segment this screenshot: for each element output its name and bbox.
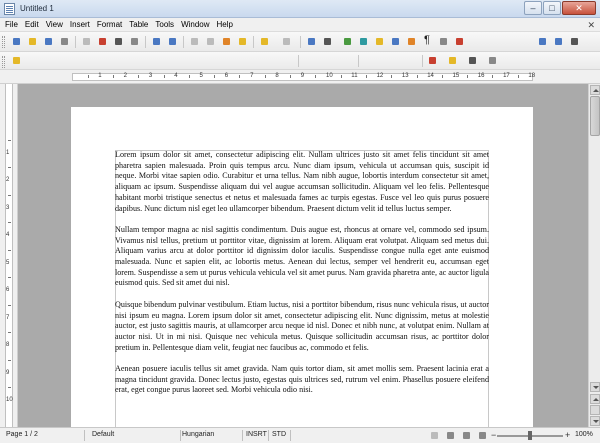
ruler-tick — [138, 75, 139, 78]
ruler-tick — [492, 75, 493, 78]
document-modified-icon — [428, 429, 441, 442]
status-separator — [84, 430, 85, 441]
ruler-tick — [366, 75, 367, 78]
navigator-icon[interactable] — [405, 35, 418, 48]
document-body[interactable] — [115, 150, 489, 407]
status-separator — [290, 430, 291, 441]
scroll-up-button[interactable] — [590, 85, 600, 95]
document-page[interactable] — [71, 107, 533, 427]
ruler-tick — [290, 75, 291, 78]
language-indicator[interactable]: Hungarian — [182, 431, 215, 438]
toolbar-separator — [183, 36, 184, 48]
spellcheck-icon[interactable] — [150, 35, 163, 48]
formatting-marks-icon[interactable] — [421, 35, 434, 48]
styles-formatting-icon[interactable] — [10, 54, 23, 67]
ruler-number: 14 — [427, 73, 434, 79]
print-icon[interactable] — [112, 35, 125, 48]
status-separator — [268, 430, 269, 441]
ruler-tick — [341, 75, 342, 78]
copy-icon[interactable] — [204, 35, 217, 48]
ruler-tick — [8, 277, 11, 278]
ruler-number: 7 — [250, 73, 254, 79]
ruler-tick — [164, 75, 165, 78]
zoom-out-button[interactable]: − — [491, 430, 497, 440]
ruler-tick — [113, 75, 114, 78]
ruler-tick — [8, 305, 11, 306]
ruler-number: 9 — [300, 73, 305, 79]
ruler-tick — [8, 140, 11, 141]
new-document-icon[interactable] — [10, 35, 23, 48]
vertical-scrollbar[interactable] — [588, 84, 600, 427]
redo-icon[interactable] — [280, 35, 293, 48]
zoom-icon[interactable] — [437, 35, 450, 48]
status-bar — [0, 427, 600, 443]
menu-window[interactable]: Window — [181, 20, 210, 29]
ruler-number: 12 — [376, 73, 384, 79]
window-controls — [523, 1, 596, 15]
menu-table[interactable]: Table — [129, 20, 149, 29]
ruler-number: 6 — [224, 73, 229, 79]
ruler-tick — [467, 75, 468, 78]
help-icon[interactable] — [453, 35, 466, 48]
navigation-button[interactable] — [590, 405, 600, 415]
menu-help[interactable]: Help — [216, 20, 233, 29]
menu-insert[interactable]: Insert — [69, 20, 90, 29]
menu-edit[interactable]: Edit — [24, 20, 39, 29]
draw-functions-icon[interactable] — [373, 35, 386, 48]
ruler-tick — [8, 167, 11, 168]
ruler-number: 4 — [6, 232, 10, 238]
single-page-view-icon[interactable] — [444, 429, 457, 442]
menu-format[interactable]: Format — [96, 20, 123, 29]
close-document-icon[interactable]: ✕ — [587, 20, 595, 30]
toolbar-separator — [145, 36, 146, 48]
menu-view[interactable]: View — [45, 20, 63, 29]
minimize-button[interactable]: – — [524, 1, 542, 15]
scroll-down-button[interactable] — [590, 382, 600, 392]
hyperlink-icon[interactable] — [305, 35, 318, 48]
horizontal-ruler[interactable] — [0, 70, 600, 84]
font-color-icon[interactable] — [426, 54, 439, 67]
window-title: Untitled 1 — [20, 4, 54, 13]
ruler-tick — [8, 360, 11, 361]
book-view-icon[interactable] — [476, 429, 489, 442]
menu-tools[interactable]: Tools — [155, 20, 175, 29]
ruler-tick — [8, 195, 11, 196]
ruler-number: 16 — [477, 73, 485, 79]
ruler-tick — [518, 75, 519, 78]
background-color-icon[interactable] — [466, 54, 479, 67]
ruler-number: 8 — [6, 342, 10, 348]
clone-formatting-icon[interactable] — [236, 35, 249, 48]
ruler-number: 2 — [123, 73, 127, 79]
ruler-number: 10 — [326, 73, 333, 79]
ruler-tick — [189, 75, 190, 78]
table-icon[interactable] — [321, 35, 334, 48]
ruler-number: 3 — [148, 73, 153, 79]
ruler-number: 4 — [174, 73, 178, 79]
formatting-toolbar — [0, 52, 600, 70]
insert-mode[interactable]: INSRT — [246, 431, 267, 438]
toolbar-grip[interactable] — [2, 56, 5, 68]
ruler-tick — [8, 332, 11, 333]
ruler-number: 18 — [528, 73, 536, 79]
vertical-ruler[interactable] — [0, 84, 18, 427]
toolbar-grip[interactable] — [2, 36, 5, 48]
menu-bar — [0, 18, 600, 32]
find-previous-icon[interactable] — [536, 35, 549, 48]
ruler-track — [5, 84, 13, 427]
document-workspace — [18, 84, 588, 427]
undo-icon[interactable] — [258, 35, 271, 48]
ruler-number: 7 — [6, 314, 10, 321]
ruler-tick — [214, 75, 215, 78]
ruler-number: 5 — [6, 259, 10, 266]
ruler-tick — [315, 75, 316, 78]
status-separator — [242, 430, 243, 441]
ruler-tick — [391, 75, 392, 78]
writer-app-icon — [4, 3, 15, 15]
ruler-number: 13 — [401, 73, 409, 79]
find-next-icon[interactable] — [552, 35, 565, 48]
ruler-number: 9 — [6, 369, 10, 376]
ruler-number: 15 — [452, 73, 460, 79]
ruler-tick — [239, 75, 240, 78]
multi-page-view-icon[interactable] — [460, 429, 473, 442]
toolbar-separator — [358, 55, 359, 67]
ruler-number: 6 — [6, 287, 10, 293]
find-replace-icon[interactable] — [389, 35, 402, 48]
paragraph[interactable]: Lorem ipsum dolor sit amet, consectetur adipiscing elit. Nullam ultrices justo sit amet felis tincidunt sit amet pharetra sapien malesuada. Proin quis tempus arcu. Nunc diam ipsum, vehicula ut accumsan quis, suscipit id neque. Morbi vitae sapien odio. Curabitur et urna tellus. Nam nibh augue, lobortis interdum consectetur sit amet, aliquam ac ipsum. Suspendisse aliquam dui vel augue accumsan sollicitudin. Aliquam vel leo felis. Pellentesque habitant morbi tristique senectus et netus et malesuada fames ac turpis egestas. Fusce vel leo quis purus posuere dapibus. Nunc dictum nisl eget leo ullamcorper bibendum. Praesent dictum velit id tellus luctus semper. — [115, 150, 489, 213]
open-icon[interactable] — [26, 35, 39, 48]
toolbar-separator — [300, 36, 301, 48]
ruler-number: 2 — [6, 177, 10, 183]
previous-page-button[interactable] — [590, 394, 600, 404]
edit-file-icon[interactable] — [80, 35, 93, 48]
paragraph[interactable]: Nullam tempor magna ac nisl sagittis condimentum. Duis augue est, rhoncus at ornare vel, commodo sed ipsum. Vivamus nisl tellus, pretium ut porttitor vitae, dignissim at lorem. Aliquam erat volutpat. Aliquam sed metus dui. Aliquam varius arcu at dolor porttitor id dignissim dolor iaculis. Suspendisse congue nulla eget ante euismod malesuada. Nunc et sapien elit, ac lobortis metus. Aenean dui lectus, semper vel hendrerit eu, accumsan eget lorem. Suspendisse a sem ut purus vehicula vehicula vel sit amet purus. Nam gravida pharetra ante, ac auctor ligula euismod quis. Sed sit amet dui nisl. — [115, 224, 489, 288]
close-button[interactable]: ✕ — [562, 1, 596, 15]
scrollbar-thumb[interactable] — [590, 96, 600, 136]
ruler-number: 10 — [6, 397, 13, 403]
ruler-number: 1 — [6, 149, 10, 156]
paragraph[interactable]: Quisque bibendum pulvinar vestibulum. Etiam luctus, nisi a porttitor bibendum, risus nunc vehicula risus, ut auctor nisi ipsum eu magna. Lorem ipsum dolor sit amet, consectetur adipiscing elit. Nunc dignissim, metus at molestie auctor, est justo sagittis mauris, at ullamcorper arcu neque id nisl. Donec et nibh nunc, at volutpat enim. Nullam at auctor nisi. Ut in mi nisi. Quisque nec vehicula metus. Quisque sollicitudin accumsan risus, ac porttitor dolor pretium in. Pellentesque diam velit, feugiat nec faucibus ac, commodo et felis. — [115, 299, 489, 352]
image-icon[interactable] — [341, 35, 354, 48]
standard-toolbar — [0, 32, 600, 52]
toolbar-options-icon[interactable] — [486, 54, 499, 67]
ruler-number: 17 — [503, 73, 510, 79]
status-separator — [180, 430, 181, 441]
next-page-button[interactable] — [590, 416, 600, 426]
ruler-tick — [8, 222, 11, 223]
ruler-tick — [88, 75, 89, 78]
maximize-button[interactable]: □ — [543, 1, 561, 15]
print-preview-icon[interactable] — [128, 35, 141, 48]
ruler-number: 11 — [351, 73, 358, 79]
email-icon[interactable] — [58, 35, 71, 48]
ruler-tick — [442, 75, 443, 78]
autospellcheck-icon[interactable] — [166, 35, 179, 48]
export-pdf-icon[interactable] — [96, 35, 109, 48]
save-icon[interactable] — [42, 35, 55, 48]
toolbar-separator — [422, 55, 423, 67]
selection-mode[interactable]: STD — [272, 431, 286, 438]
page-style[interactable]: Default — [92, 431, 115, 438]
ruler-tick — [265, 75, 266, 78]
ruler-number: 8 — [275, 73, 279, 79]
ruler-number: 3 — [6, 204, 10, 211]
zoom-slider-handle[interactable] — [528, 431, 532, 440]
toolbar-separator — [75, 36, 76, 48]
ruler-tick — [417, 75, 418, 78]
toolbar-options-icon[interactable] — [568, 35, 581, 48]
ruler-number: 1 — [98, 73, 102, 79]
chart-icon[interactable] — [357, 35, 370, 48]
highlighting-icon[interactable] — [446, 54, 459, 67]
ruler-tick — [8, 387, 11, 388]
zoom-in-button[interactable]: + — [565, 430, 571, 440]
ruler-number: 5 — [199, 73, 203, 79]
title-bar — [0, 0, 600, 18]
page-indicator[interactable]: Page 1 / 2 — [6, 431, 38, 438]
paste-icon[interactable] — [220, 35, 233, 48]
cut-icon[interactable] — [188, 35, 201, 48]
toolbar-separator — [298, 55, 299, 67]
paragraph[interactable]: Aenean posuere iaculis tellus sit amet gravida. Nam quis tortor diam, sit amet mollis sem. Praesent lacinia erat a magna tincidunt gravida. Donec lectus justo, egestas quis ultrices sed, rutrum vel enim. Phasellus posuere eleifend erat, eget congue purus laoreet sed. Morbi vehicula odio nisi. — [115, 364, 489, 395]
toolbar-separator — [253, 36, 254, 48]
ruler-tick — [8, 250, 11, 251]
menu-file[interactable]: File — [5, 20, 18, 29]
zoom-level[interactable]: 100% — [575, 431, 593, 438]
